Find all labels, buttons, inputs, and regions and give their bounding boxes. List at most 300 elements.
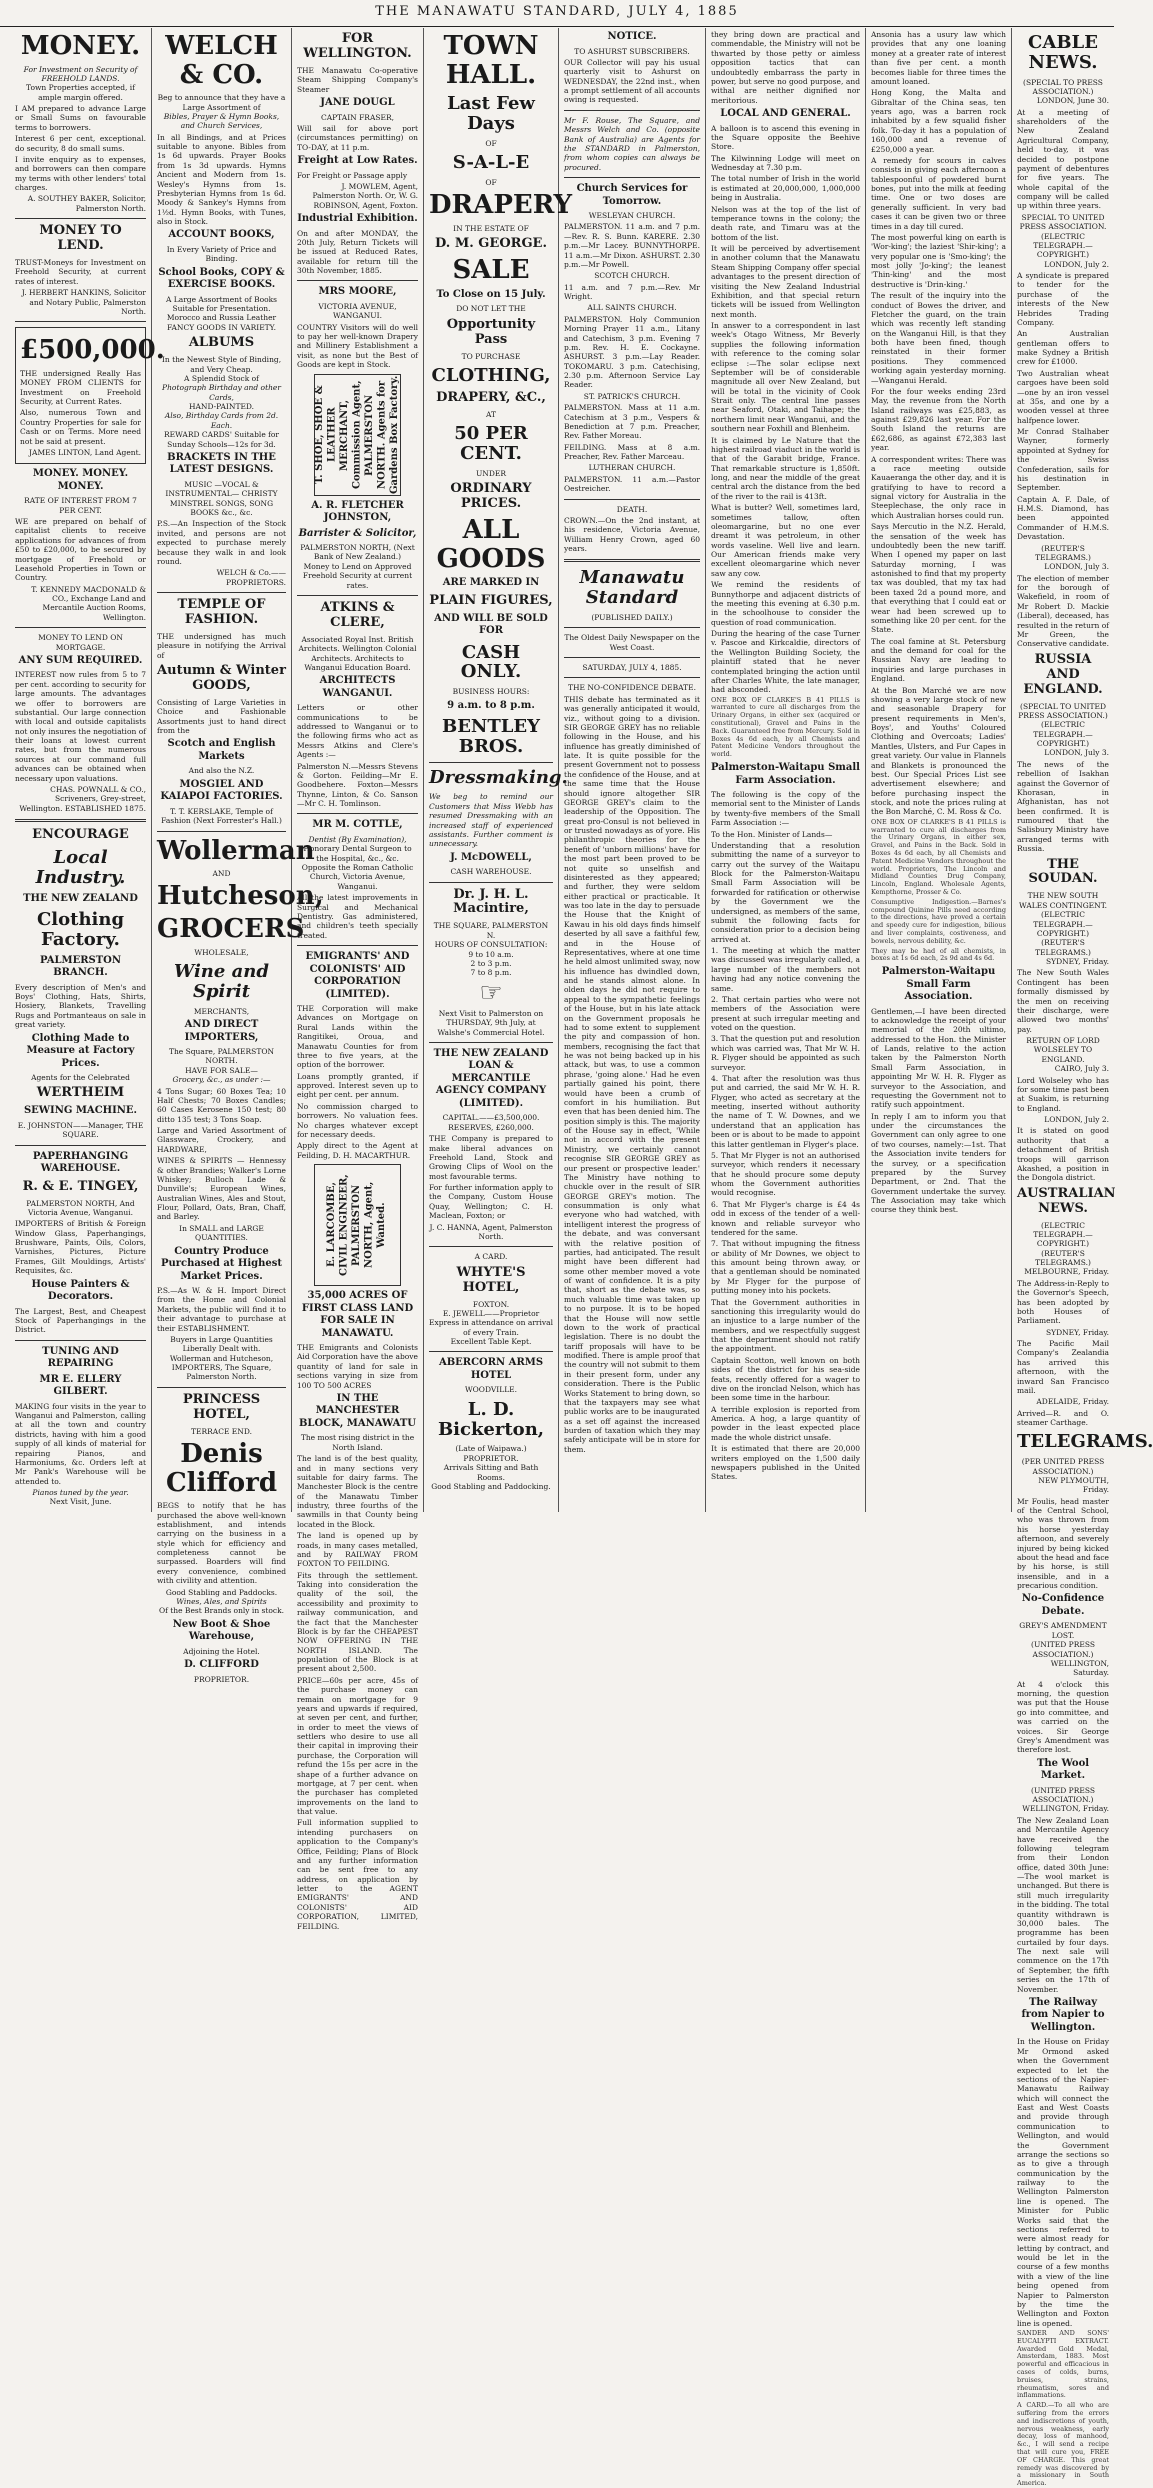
price: PRICE—60s per acre, 45s of the purchase money can remain on mortgage for 9 years and upwards if required, at seven per cent, and further, in order to meet the views of settlers who desire to use all their capital in improving their purchase, the Corporation will refund the 15s per acre in the shape of a further advance on mortgage, at 7 per cent. when the purchaser has completed improvements on the land to that value. [297,1675,418,1816]
music: MUSIC —VOCAL & INSTRUMENTAL— CHRISTY MINSTREL SONGS, SONG BOOKS &c., &c. [165,479,278,517]
elec-copyright-2: (ELECTRIC TELEGRAPH.—COPYRIGHT.) [1033,720,1093,749]
welch-proprietors: WELCH & Co.——PROPRIETORS. [216,568,286,587]
mowlem: J. MOWLEM, Agent, Palmerston North. Or, W. G. ROBINSON, Agent, Foxton. [312,181,418,210]
money-invite: I invite enquiry as to expenses, and borrowers can then compare my terms with other lenders' total charges. [15,154,146,193]
southey-signature: A. SOUTHEY BAKER, Solicitor, Palmerston North. [27,194,146,213]
lutheran: LUTHERAN CHURCH. [588,463,676,473]
jewell: E. JEWELL——Proprietor [442,1308,540,1318]
mosgiel: MOSGIEL AND KAIAPOI FACTORIES. [160,778,283,803]
noconf-debate: No-Confidence Debate. [1021,1593,1105,1617]
mercutio: Says Mercutio in the N.Z. Herald, the sensation of the week has undoubtedly been the new tariff. When I opened my paper on last Saturday morning, I was astonished to find that my property tax was doubled, that my tax had been taxed 2d a pound more, and that everything that I could eat or wear had been screwed up to something like 20 per cent. for the State. [871,522,1006,635]
memorial-reply-b: In reply I am to inform you that under the circumstances the Government can only agree to one of two courses, namely:—1st. That the Association invite tenders for the survey, or a specification prepared by the Survey Department, or 2nd. That the Government undertake the survey. The Association may take which course they think best. [871,1111,1006,1215]
larcombe-box: E. LARCOMBE, CIVIL ENGINEER, PALMERSTON NORTH, Agent, Wanted. [314,1164,401,1286]
agents-list: Palmerston N.—Messrs Stevens & Gorton. Feilding—Mr E. Goodbehere. Foxton—Messrs Thynne, Linton, & Co. Sanson—Mr C. H. Tomlinson. [297,761,418,808]
house-painters: House Painters & Decorators. [31,1278,130,1303]
under-word: UNDER [475,468,507,478]
london-june30: LONDON, June 30. [1036,96,1109,106]
woodville: WOODVILLE. [464,1385,518,1395]
jane-douglas: JANE DOUGL [320,97,395,108]
clarkes-pills-a: ONE BOX OF CLARKE'S B 41 PILLS is warranted to cure all discharges from the Urinary Organs, in either sex (acquired or constitutional), Gravel and Pains in the Back. Guaranteed free from Mercury. Sold in Boxes 4s 6d each, by all Chemists and Patent Medicine Vendors throughout the world. [711,695,860,759]
next-visit: Next Visit to Palmerston on THURSDAY, 9th July, at Walshe's Commercial Hotel. [437,1008,545,1037]
architects: ARCHITECTS WANGANUI. [319,675,396,699]
shareholders: At a meeting of shareholders of the New Zealand Agricultural Company, held to-day, it was decided to postpone payment of debentures for five years. The whole capital of the company will be called up within three years. [1017,107,1109,211]
at-word: AT [485,409,496,419]
money-subtitle: For Investment on Security of FREEHOLD LANDS. [23,64,138,83]
steam-company: THE Manawatu Co-operative Steam Shipping Company's Steamer [297,65,418,94]
temple-consisting: Consisting of Large Varieties in Choice and Fashionable Assortments just to hand direct from the [157,697,286,735]
splendid-stock: A Splendid Stock of [184,373,259,383]
corp-apply: Apply direct to the Agent at Feilding, D. H. MACARTHUR. [297,1141,418,1160]
paperhanging-heading: PAPERHANGING WAREHOUSE. [32,1150,129,1175]
fletcher-johnston: A. R. FLETCHER JOHNSTON, [311,499,404,523]
adelaide-friday: ADELAIDE, Friday. [1036,1397,1109,1407]
denis-clifford: Denis Clifford [165,1439,277,1498]
syndicate: A syndicate is prepared to tender for the purchase of the interests of the New Hebrides Trading Company. [1017,271,1109,327]
death-notice: CROWN.—On the 2nd instant, at his residence, Victoria Avenue, William Henry Crown, aged 60 years. [564,515,700,553]
tingey-heading: R. & E. TINGEY, [22,1178,139,1194]
gilbert-heading: MR E. ELLERY GILBERT. [39,1373,122,1398]
clothing-description: Every description of Men's and Boys' Clothing, Hats, Shirts, Hosiery, Blankets, Travelling Rugs and Portmanteaus on sale in great variety. [15,982,146,1030]
small-farm-heading: Palmerston-Waitapu Small Farm Association. [711,762,860,786]
manawatu-standard-title: Manawatu Standard [579,567,685,609]
sydney-friday-2: SYDNEY, Friday. [1046,1327,1109,1337]
late-waipawa: (Late of Waipawa.) [455,1444,527,1454]
best-brands: Of the Best Brands only in stock. [158,1606,285,1616]
george-heading: D. M. GEORGE. [435,236,547,252]
london-july3-b: LONDON, July 3. [1044,748,1109,758]
clifford-proprietor: PROPRIETOR. [193,1674,250,1684]
johnston-manager: E. JOHNSTON——Manager, THE SQUARE. [17,1120,144,1140]
wine-spirit: Wine and Spirit [174,961,269,1002]
full-info: Full information supplied to intending purchasers on application to the Company's Office, Feilding; Plans of Block and any further information can be sent free to any address, on application by letter to the AGENT EMIGRANTS' AND COLONISTS' AID CORPORATION, LIMITED, FEILDING. [297,1818,418,1931]
collector: OUR Collector will pay his usual quarterly visit to Ashurst on WEDNESDAY, the 22nd inst., when a prompt settlement of all accounts owing is requested. [564,57,700,105]
lutheran-times: PALMERSTON. 11 a.m.—Pastor Oestreicher. [564,474,700,494]
emig-land: THE Emigrants and Colonists Aid Corporation have the above quantity of land for sale in sections varying in size from 100 TO 500 ACRES [297,1343,418,1390]
death-heading: DEATH. [616,504,648,514]
in-estate: IN THE ESTATE OF [453,223,529,233]
conrad: Mr Conrad Stalhaber Wayner, formerly appointed at Sydney for the Swiss Confederation, sails for his destination in September. [1017,427,1109,493]
whytes-hotel: WHYTE'S HOTEL, [456,1264,526,1295]
acres-heading: 35,000 ACRES OF FIRST CLASS LAND FOR SALE IN MANAWATU. [301,1290,414,1339]
of-word-2: OF [485,177,497,187]
scotton: Captain Scotton, well known on both sides of the district for his sea-side feats, recently offered for a wager to dive on the ironclad Nelson, which has been some time in the harbour. [711,1355,860,1403]
pills-chemists: They may be had of all chemists, in boxes at 1s 6d each, 2s 9d and 4s 6d. [871,946,1006,963]
mr-cottle: MR M. COTTLE, [312,819,403,831]
money-applicants: I AM prepared to advance Large or Small Sums on favourable terms to borrowers. [15,104,146,132]
money-money-money: MONEY. MONEY. MONEY. [32,468,129,492]
wh-square: The Square, PALMERSTON NORTH. [168,1047,275,1066]
scotch-markets: Scotch and English Markets [167,738,276,762]
wesleyan: WESLEYAN CHURCH. [588,211,676,220]
church-services: Church Services for Tomorrow. [576,183,688,207]
business-hours: BUSINESS HOURS: [452,687,530,697]
no-confidence-heading: THE NO-CONFIDENCE DEBATE. [567,683,697,693]
welch-ps: P.S.—An Inspection of the Stock invited, and persons are not expected to purchase merely because they walk in and look round. [157,519,286,566]
emigrants-corp: EMIGRANTS' AND COLONISTS' AID CORPORATION (LIMITED). [305,951,410,1000]
atkins-clere: ATKINS & CLERE, [320,599,395,630]
wholesale-list: 4 Tons Sugar; 60 Boxes Tea; 10 Half Chests; 70 Boxes Candles; 60 Cases Kerosene 150 test; 80 ditto 135 test; 3 Tons Soap. [157,1086,286,1124]
writers: It is estimated that there are 20,000 writers employed on the 1,500 daily newspapers published in the United States. [711,1444,860,1482]
dress-remind: We beg to remind our Customers that Miss Webb has resumed Dressmaking with an increased staff of experienced assistants. Further comment is unnecessary. [429,792,553,849]
feilding-mass: FEILDING. Mass at 8 a.m. Preacher, Rev. Father Marceau. [564,442,700,461]
money-lend-approved: Money to Lend on Approved Freehold Security at current rates. [302,561,413,590]
melbourne-friday: MELBOURNE, Friday. [1024,1267,1109,1277]
wertheim-heading: WERTHEIM [36,1085,125,1101]
ansonia: Ansonia has a usury law which provides that any one loaning money at a greater rate of interest than five per cent. a month becomes liable for three times the amount loaned. [871,30,1006,86]
of-word: OF [485,138,497,148]
and-word: AND [212,869,231,879]
upa: (UNITED PRESS ASSOCIATION.) [1031,1640,1095,1659]
wollerman-heading: Wollerman [157,835,315,866]
rate-interest: RATE OF INTEREST FROM 7 PER CENT. [24,496,137,515]
mcdowell: J. McDOWELL, [450,851,532,863]
lord-wolseley: Lord Wolseley who has for some time past been at Suakim, is returning to England. [1017,1075,1109,1113]
money-on-mortgage: MONEY TO LEND ON MORTGAGE. [38,633,123,652]
bentley-bros: BENTLEY BROS. [441,716,540,757]
manchester-block: IN THE MANCHESTER BLOCK, MANAWATU [298,1392,416,1429]
napier-railway: The Railway from Napier to Wellington. [1021,1996,1105,2033]
item-5: 5. That Mr Flyger is not an authorised surveyor, which renders it necessary that he should procure some deputy whom the Government authorities would recognise. [711,1150,860,1198]
nz-further: For further information apply to the Company, Custom House Quay, Wellington; C. H. Maclean, Foxton; or [429,1183,553,1221]
memorial-reply-a: Gentlemen,—I have been directed to acknowledge the receipt of your memorial of the 20th ultimo, addressed to the Hon. the Minister of Lands, relative to the action taken by the Palmerston North Small Farm Association, in appointing Mr W. H. R. Flyger as surveyor to the Association, and requesting the Government not to ratify such appointment. [871,1006,1006,1110]
item-4: 4. That after the resolution was thus put and carried, the said Mr W. H. R. Flyger, who acted as secretary at the meeting, inserted without authority the name of T. W. Downes, and we understand that an application has been or is about to be made to appoint this latter gentleman in Flyger's place. [711,1073,860,1149]
money-rates: Interest 6 per cent, exceptional. do security, 8 do small sums. [15,134,146,153]
tingey-address: PALMERSTON NORTH, And Victoria Avenue, Wanganui. [26,1198,135,1217]
elec-copyright: (ELECTRIC TELEGRAPH.—COPYRIGHT.) [1033,231,1093,260]
for-freight: For Freight or Passage apply [297,170,408,180]
most-rising: The most rising district in the North Island. [300,1433,415,1452]
coal-famine: The coal famine at St. Petersburg and the demand for coal for the Russian Navy are leading to inquiries and large purchases in England. [871,636,1006,684]
do-not: DO NOT LET THE [456,304,526,314]
glassware: Large and Varied Assortment of Glassware, Crockery, and HARDWARE, [157,1126,286,1154]
hand-pointer-icon: ☞ [479,977,503,1008]
tingey-importers: IMPORTERS of British & Foreign Window Glass, Paperhangings, Brushware, Paints, Oils, Colors, Varnishes, Pictures, Picture Frames, Gilt Mouldings, Artists' Requisites, &c. [15,1219,146,1276]
abercorn: ABERCORN ARMS HOTEL [438,1357,544,1381]
interest-text: INTEREST now rules from 5 to 7 per cent. according to security for large amounts. The advantages we offer to borrowers are substantial. Our large connection with local and outside capitalists not only insures the negotiation of their loans at lowest current rates, but from the numerous sources at our command full advances can be obtained when necessary upon valuations. [15,670,146,783]
encourage-heading: ENCOURAGE [32,827,129,843]
direct-importers: AND DIRECT IMPORTERS, [184,1019,259,1043]
nz-loan: THE NEW ZEALAND LOAN & MERCANTILE AGENCY COMPANY (LIMITED). [433,1047,549,1109]
scotch-times: 11 a.m. and 7 p.m.—Rev. Mr Wright. [564,282,700,301]
last-few-days: Last Few Days [447,93,535,134]
bickerton-prop: PROPRIETOR. [463,1453,519,1463]
merchants-word: MERCHANTS, [193,1006,250,1016]
item-3: 3. That the question put and resolution which was carried was, That Mr W. H. R. Flyger should be appointed as such surveyor. [711,1034,860,1072]
grocers-heading: GROCERS [157,914,305,945]
masthead: THE MANAWATU STANDARD, JULY 4, 1885 [0,4,1114,27]
hankins-signature: J. HERBERT HANKINS, Solicitor and Notary Public, Palmerston North. [21,288,146,316]
cash-only: CASH ONLY. [460,641,522,683]
wakefield-election: The election of member for the borough of Wakefield, in room of Mr Robert D. Mackie (Liberal), deceased, has resulted in the return of Mr Green, the Conservative candidate. [1017,573,1109,649]
advert-note: It will be perceived by advertisement in another column that the Manawatu Steam Shipping Company offer special advantages to the present direction of visiting the New Zealand Industrial Exhibition, and that special return tickets will be issued from Wellington next month. [711,244,860,319]
editorial-continued: they bring down are practical and commendable, the Ministry will not be thwarted by those petty or aimless opposition tactics that can undoubtedly embarrass the party in power, but serve no good purpose, and withal are neither dignified nor meritorious. [711,30,860,105]
wh-ps: P.S.—As W. & H. Import Direct from the Home and Colonial Markets, the public will find it to their advantage to purchase at their ESTABLISHMENT. [157,1286,286,1333]
presentation-books: A Large Assortment of Books Suitable for Presentation. [165,294,278,314]
australian-offer: An Australian gentleman offers to make Sydney a British crew for £1000. [1017,329,1109,367]
column-4 [424,28,573,1512]
scours-remedy: A remedy for scours in calves consists in giving each afternoon a tablespoonful of powdered burnt bones, put into the milk at feeding time. One or two doses are generally sufficient. In very bad cases it can be given two or three times in a day till cured. [871,155,1006,231]
hand-painted: HAND-PAINTED. [188,402,255,411]
reuter-telegrams: (REUTER'S TELEGRAMS.) [1035,543,1091,562]
nelson: Nelson was at the top of the list of temperance towns in the colony; the death rate, and Timaru was at the bottom of the list. [711,204,860,242]
exhibition-monday: On and after MONDAY, the 20th July, Return Tickets will be issued at Reduced Rates, available for return till the 30th November, 1885. [297,228,418,275]
bon-marche: At the Bon Marché we are now showing a very large stock of new and seasonable Drapery for present requirements in Men's, Boys', and Youths' Coloured Clothing and Overcoats; Ladies' Mantles, Ulsters, and Fur Capes in great variety. Our value in Flannels and Blankets is pronounced the best. Our Special Prices List see advertisement elsewhere; and before purchasing inspect the stock, and note the prices ruling at the Bon Marché, C. M. Ross & Co. [871,685,1006,817]
special-upa-2: (SPECIAL TO UNITED PRESS ASSOCIATION.) [1018,701,1108,720]
government: That the Government authorities in sanctioning this irregularity would do an injustice to a large number of the members, and we respectfully suggest that the department should not ratify the appointment. [711,1297,860,1354]
will-be-sold: AND WILL BE SOLD FOR [434,612,548,637]
sewing-machine: SEWING MACHINE. [23,1105,138,1117]
st-patricks: ST. PATRICK'S CHURCH. [583,391,681,401]
agents-celebrated: Agents for the Celebrated [31,1073,130,1083]
table-kept: Excellent Table Kept. [450,1337,532,1347]
honorary: Honorary Dental Surgeon to the Hospital, &c., &c. [303,844,412,863]
notice: NOTICE. [607,31,657,42]
ashurst-subs: TO ASHURST SUBSCRIBERS. [574,46,690,56]
london-july3: LONDON, July 3. [1044,562,1109,572]
land-opened: The land is opened up by roads, in many cases metalled, and by RAILWAY FROM FOXTON TO FEILDING. [297,1531,418,1569]
fletcher-address: PALMERSTON NORTH, (Next Bank of New Zealand.) [300,543,415,562]
published-daily: (PUBLISHED DAILY.) [591,612,673,622]
wines-spirits: WINES & SPIRITS — Hennessy & other Brandies; Walker's Lorne Whiskey; Bulloch Lade & Dunville's; European Wines, Australian Wines, Ales and Stout, Flour, Pollard, Oats, Bran, Chaff, and Barley. [157,1156,286,1222]
small-large: In SMALL and LARGE QUANTITIES. [179,1223,264,1243]
elec-copyright-3: (ELECTRIC TELEGRAPH.—COPYRIGHT.) [1033,910,1093,938]
welch-heading: WELCH & CO. [165,31,278,90]
consultation: HOURS OF CONSULTATION: [434,940,548,950]
hong-kong: Hong Kong, the Malta and Gibraltar of the China seas, ten years ago, was a barren rock inhabited by a few squalid fisher folk. To-day it has a population of 160,000 and a revenue of £250,000 a year. [871,88,1006,154]
item-7: 7. That without impugning the fitness or ability of Mr Downes, we object to this amount being thrown away, or that a gentleman should be nominated by Mr Flyger for the purpose of putting money into his pockets. [711,1239,860,1296]
five-hundred-thousand: £500,000. [20,335,165,366]
special-upa: SPECIAL TO UNITED PRESS ASSOCIATION. [1019,212,1107,232]
wh-importers: Wollerman and Hutcheson, IMPORTERS, The Square, Palmerston North. [169,1353,274,1382]
adjoining: Adjoining the Hotel. [183,1646,260,1656]
sale2: SALE [452,255,530,286]
fifty-percent: 50 PER CENT. [454,423,528,464]
mrs-moore: MRS MOORE, [318,286,397,298]
column-6 [706,28,866,1512]
bickerton: L. D. Bickerton, [437,1398,545,1440]
cairo-july3: CAIRO, July 3. [1054,1064,1109,1074]
foulis: Mr Foulis, head master of the Central School, who was thrown from his horse yesterday afternoon, and severely injured by being kicked about the head and face by his horse, is still insensible, and in a precarious condition. [1017,1496,1109,1591]
consult-t3: 7 to 8 p.m. [470,968,512,978]
special-press: (SPECIAL TO PRESS ASSOCIATION.) [1023,77,1103,96]
for-wellington: FOR WELLINGTON. [303,31,412,61]
upa-2: (UNITED PRESS ASSOCIATION.) [1031,1785,1095,1805]
london-july2-b: LONDON, July 2. [1044,1115,1109,1125]
undersigned-money: THE undersigned Really Has MONEY FROM CLIENTS for Investment on Freehold Security, at Current Rates. [20,368,141,407]
quinine-pills: Consumptive Indigestion.—Barnes's compound Quinine Pills need according to the directions, have proved a certain and speedy cure for indigestion, bilious and liver complaints, costiveness, and bowels, nervous debility, &c. [871,897,1006,945]
industrial-exhibition: Industrial Exhibition. [297,213,418,224]
irish: The total number of Irish in the world is estimated at 20,000,000, 1,000,000 being in Australia. [711,174,860,203]
sander-eucalypti: SANDER AND SONS' EUCALYPTI EXTRACT. Awarded Gold Medal, Amsterdam, 1883. Most powerful and efficacious in cases of colds, burns, bruises, strains, rheumatism, sores and inflammations. [1017,2329,1109,2400]
nsw-contingent: THE NEW SOUTH WALES CONTINGENT. [1018,891,1108,910]
account-books: ACCOUNT BOOKS, [168,229,275,241]
greys-amendment: GREY'S AMENDMENT LOST. [1019,1621,1107,1640]
pownall-signature: CHAS. POWNALL & CO., Scriveners, Grey-street, Wellington. ESTABLISHED 1875. [19,784,146,813]
akashed: It is stated on good authority that a detachment of British troops will garrison Akashed, a position in the Dongola district. [1017,1126,1109,1183]
column-7 [866,28,1012,1512]
building-society: During the hearing of the case Turner v. Pascoe and Kirkcaldie, directors of the Wellington Building Society, the plaintiff stated that he never contemplated bringing the action until after Charles White, the late manager, had absconded. [711,629,860,695]
king-joke: The most powerful king on earth is 'Wor-king'; the laziest 'Shir-king'; a very popular one is 'Smo-king'; the most jolly 'Jo-king'; the leanest 'Thin-king' and the most destructive is 'Drin-king.' [871,232,1006,289]
australian-news: AUSTRALIAN NEWS. [1017,1185,1116,1216]
country-visitors: COUNTRY Visitors will do well to pay her well-known Drapery and Millinery Establishment a visit, as none but the Best of Goods are kept in Stock. [297,322,418,370]
next-visit-june: Next Visit, June. [49,1497,112,1507]
elec-copyright-4: (ELECTRIC TELEGRAPH.—COPYRIGHT.) [1033,1220,1093,1249]
london-july2: LONDON, July 2. [1044,259,1109,269]
tingey-largest: The Largest, Best, and Cheapest Stock of Paperhangings in the District. [15,1306,146,1335]
made-to-measure: Clothing Made to Measure at Factory Prices. [26,1032,135,1069]
explosion: A terrible explosion is reported from America. A hog, a large quantity of powder in the least expected place made the whole district unsafe. [711,1404,860,1442]
patrick-times: PALMERSTON. Mass at 11 a.m. Catechism at 3 p.m., Vespers & Benediction at 7 p.m. Preacher, Rev. Father Moreau. [564,403,700,441]
butter: What is butter? Well, sometimes lard, sometimes tallow, often oleomargarine, but no one ever dreamt it was petroleum, in other words vaseline. Well live and learn. Our American friends make very excellent oleomargarine which never saw any cow. [711,503,860,578]
clifford-begs: BEGS to notify that he has purchased the above well-known establishment, and intends carrying on the business in a style which for efficiency and completeness cannot be surpassed. Boarders will find every convenience, combined with civility and attention. [157,1501,286,1586]
clarkes-pills-b: ONE BOX OF CLARKE'S B 41 PILLS is warranted to cure all discharges from the Urinary Organs, in either sex, Gravel, and Pains in the Back. Sold in Boxes 4s 6d each, by all Chemists and Patent Medicine Vendors throughout the world. Proprietors, The Lincoln and Midland Counties Drug Company, Lincoln, England. Wholesale Agents, Kempthorne, Prosser & Co. [871,817,1006,896]
local-general: LOCAL AND GENERAL. [720,108,851,119]
foxton: FOXTON. [472,1299,510,1309]
the-soudan: THE SOUDAN. [1028,856,1098,887]
autumn-winter: Autumn & Winter GOODS, [157,663,286,693]
barrister: Barrister & Solicitor, [298,527,417,539]
stabling: Good Stabling and Paddocks. [165,1587,278,1597]
to-close: To Close on 15 July. [436,288,546,300]
opportunity: Opportunity Pass [446,316,536,347]
money-to-lend-heading: MONEY TO LEND. [39,223,122,254]
balloon: A balloon is to ascend this evening in the Square opposite the Beehive Store. [711,123,860,152]
column-3 [292,28,424,1931]
wool-market: The Wool Market. [1036,1757,1090,1782]
palmerston-branch: PALMERSTON BRANCH. [39,954,122,979]
also-properties: Also, numerous Town and Country Properties for sale for Cash or on Terms. More need not be said at present. [20,408,141,446]
hutcheson-heading: Hutcheson, [157,881,324,912]
allsaints-times: PALMERSTON. Holy Communion Morning Prayer 11 a.m., Litany and Catechism, 3 p.m. Evening 7 p.m. Rev. H. E. Cockayne. ASHURST. 3 p.m.—Lay Reader. TOKOMARU. 3 p.m. Catechising, 2.30 p.m. Afternoon Service Lay Reader. [564,314,700,390]
wellington-saturday: WELLINGTON, Saturday. [1050,1658,1109,1678]
plain-figures: PLAIN FIGURES, [429,592,553,608]
welch-beg: Beg to announce that they have a Large Assortment of [157,93,286,112]
small-farm-heading-2: Palmerston-Waitapu Small Farm Association. [881,966,996,1003]
will-sail: Will sail for above port (circumstances permitting) on TO-DAY, at 11 p.m. [297,123,418,152]
drapery-etc: DRAPERY, &C., [436,389,546,405]
nz-capital: CAPITAL.——£3,500,000. [442,1113,540,1123]
wellington-friday: WELLINGTON, Friday. [1022,1804,1109,1814]
albums-heading: ALBUMS [188,335,255,351]
editorial-body: THIS debate has terminated as it was generally anticipated it would, viz., without going to a division. SIR GEORGE GREY has no reliable following in the House, and his influence has greatly diminished of late. It is quite possible for the present Government not to possess the confidence of the House, and at the same time that the House should ignore altogether SIR GEORGE GREY's claim to the leadership of the Opposition. The great pro-Consul is not believed in or trusted nowadays as of yore. His philanthropic theories for the benefit of 'unborn millions' have for the most part been proved to be not quite so unselfish and disinterested as they appeared; and further, they were seldom either practical or practicable. It was too late in the day to persuade the House that the Knight of Kawau in his old days finds himself deserted by all save a faithful few, and in the House of Representatives, where at one time he held almost unlimited sway, now his influence has dwindled down, and he stands almost alone. In olden days he did not require to appeal to the sympathetic feelings of the House, but in his late attack on the Government proposals he had to some extent to supplement the pity and compassion of hon. members, recognising the fact that he was not being backed up in his attack, but was, to use a common phrase, 'going alone.' Had he even partially gained his point, there would have been a crumb of comfort in his humiliation. But even that has been denied him. The position simply is this. The majority of the House say in effect, 'While not in accord with the present Ministry, we certainly cannot recognise SIR GEORGE GREY as our present or prospective leader.' The Ministry have nothing to chuckle over in the result of SIR GEORGE GREY's motion. The consummation is only what everyone who had watched, with intelligent interest the progress of the debate, and was conversant with the relative position of parties, had anticipated. The result might have been different had some other member moved a vote of want of confidence. It is a pity that, short as the debate was, so much valuable time was taken up to no purpose. It is to be hoped that the House will now settle down to the work of practical legislation. There is no doubt the tariff proposals will have to be modified. There is ample proof that the country will not submit to them in their present form, under any consideration. There is the Public Works Statement to bring down, so that the taxpayers may see what public works are to be inaugurated as a set off against the increased burden of taxation which they may safely anticipate will be in store for them. [564,694,701,1454]
column-1 [10,28,165,1512]
gilbert-making: MAKING four visits in the year to Wanganui and Palmerston, calling at all the town and country districts, having with him a good supply of all kinds of material for repairing Pianos, and Harmoniums, &c. Orders left at Mr Pank's Warehouse will be attended to. [15,1401,146,1486]
reuter-telegrams-2: (REUTER'S TELEGRAMS.) [1035,938,1091,957]
princess-hotel: PRINCESS HOTEL, [182,1391,261,1422]
to-purchase: TO PURCHASE [461,351,521,361]
clothing-factory: Clothing Factory. [36,909,125,950]
consult-t1: 9 to 10 a.m. [468,949,514,959]
temple-notifying: THE undersigned has much pleasure in notifying the Arrival of [157,631,286,660]
also-nz: And also the N.Z. [188,766,255,776]
cash-warehouse: CASH WAREHOUSE. [450,867,532,877]
dentist: Dentist (By Examination), [308,834,407,844]
associated: Associated Royal Inst. British Architects. Wellington Colonial Architects. Architects to Wanganui Education Board. [298,634,417,672]
kerslake: T. T. KERSLAKE, Temple of Fashion (Next Forrester's Hall.) [161,806,282,826]
column-2 [152,28,324,1684]
express: Express in attendance on arrival of every Train. [429,1318,553,1337]
reward-cards: REWARD CARDS' Suitable for Sunday Schools—12s for 3d. [163,430,280,449]
memorial-following: The following is the copy of the memorial sent to the Minister of Lands by twenty-five members of the Small Farm Association :— [711,790,860,828]
contingent-dismissed: The New South Wales Contingent has been formally dismissed by the men on receiving their discharge, were allowed two months' pay. [1017,968,1109,1034]
country-produce: Country Produce Purchased at Highest Market Prices. [160,1245,283,1282]
bunnythorpe: We remind the residents of Bunnythorpe and adjacent districts of the meeting this evening at 6.30 p.m. in the schoolhouse to consider the question of road communication. [711,580,860,627]
albums-newest: In the Newest Style of Binding, and Very Cheap. [161,355,282,374]
ordinary-prices: ORDINARY PRICES. [450,481,532,511]
to-minister: To the Hon. Minister of Lands— [711,829,833,839]
buyers: Buyers in Large Quantities Liberally Dealt with. [170,1334,273,1354]
address-reply: The Address-in-Reply to the Governor's Speech, has been adopted by both Houses of Parliament. [1017,1278,1109,1326]
understanding: Understanding that a resolution submitting the name of a surveyor to carry out the survey of the Waitapu Block for the Palmerston-Waitapu Small Farm Association will be forwarded for ratification or otherwise by the Government we the undersigned, as members of the same, submit the following facts for consideration prior to a decision being arrived at. [711,840,860,944]
dressmaking: Dressmaking. [429,766,568,788]
a-card: A CARD. [474,1252,508,1262]
new-plymouth: NEW PLYMOUTH, Friday. [1038,1475,1109,1495]
any-sum: ANY SUM REQUIRED. [18,654,143,666]
corp-advances: THE Corporation will make Advances on Mortgage on Rural Lands within the Rangitikei, Oroua, and Manawatu Counties for from three to five years, at the option of the borrower. [297,1004,418,1070]
improvements: All the latest improvements in Surgical and Mechanical Dentistry. Gas administered, and children's teeth specially treated. [297,893,418,940]
photo-cards: Photograph Birthday and other Cards, [162,383,281,402]
good-stabling: Good Stabling and Paddocking. [431,1481,551,1491]
oldest-daily: The Oldest Daily Newspaper on the West Coast. [564,633,700,652]
morocco-goods: Morocco and Russia Leather FANCY GOODS IN VARIETY. [166,313,277,332]
issue-date: SATURDAY, JULY 4, 1885. [582,663,682,673]
terrace-end: TERRACE END. [191,1426,252,1436]
eclipse: In answer to a correspondent in last week's Otago Witness, Mr Beverly supplies the following information with reference to the coming solar eclipse :—The solar eclipse next September will be of considerable magnitude all over New Zealand, but will be total in the vicinity of Cook Strait only. The central line passes near Seaford, Otaki, and Taihape; the northern limit near Wanganui, and the southern near Foxhill and Blenheim. [711,321,860,434]
local-industry: Local Industry. [35,847,126,888]
moore-address: VICTORIA AVENUE, WANGANUI. [318,301,397,321]
telegrams: TELEGRAMS. [1017,1431,1153,1453]
clothing: CLOTHING, [431,364,551,386]
corp-loans: Loans promptly granted, if approved. Interest seven up to eight per cent. per annum. [297,1071,418,1100]
opposite: Opposite the Roman Catholic Church, Victoria Avenue, Wanganui. [301,863,414,891]
nz-loan-wool: The New Zealand Loan and Mercantile Agency have received the following telegram from their London office, dated 30th June:—The wool market is unchanged. But there is still much irregularity in the bidding. The total quantity withdrawn is 30,000 bales. The programme has been curtailed by four days. The next sale will commence on the 17th of September, the fifth series on the 17th of November. [1017,1815,1109,1994]
welch-bindings: In all Bindings, and at Prices suitable to anyone. Bibles from 1s 6d upwards. Prayer Books from 1s 3d upwards. Hymns Ancient and Modern from 1s. Wesley's Hymns from 1s. Presbyterian Hymns from 1s 6d. Moody & Sankey's Hymns from 1½d. Hymn Books, with Tunes, also in Stock. [157,132,286,227]
have-for-sale: HAVE FOR SALE— [185,1065,258,1075]
grocery-under: Grocery, &c., as under :— [172,1075,271,1085]
all-saints: ALL SAINTS CHURCH. [587,303,677,313]
scotch-church: SCOTCH CHURCH. [594,271,670,281]
arrivals: Arrivals Sitting and Bath Rooms. [443,1463,539,1482]
carthage: Arrived—R. and O. steamer Carthage. [1017,1408,1109,1428]
a-card-youth: A CARD.—To all who are suffering from the errors and indiscretions of youth, nervous weakness, early decay, loss of manhood, &c., I will send a recipe that will cure you, FREE OF CHARGE. This great remedy was discovered by a missionary in South America. [1017,2401,1109,2488]
fits: Fits through the settlement. Taking into consideration the quality of the soil, the accessibility and proximity to railway communication, and the fact that the Manchester Block is by far the CHEAPEST NOW OFFERING IN THE NORTH ISLAND. The population of the Block is at present about 2,500. [297,1570,418,1674]
new-boot: New Boot & Shoe Warehouse, [172,1618,271,1643]
money-headline: MONEY. [20,31,141,61]
tuning-repairing: TUNING AND REPAIRING [42,1345,119,1370]
shoe-merchant-box: T. SHOE, SHOE & LEATHER MERCHANT, Commission Agent, PALMERSTON NORTH. Agents for Gardens Box Factory. [313,375,400,494]
rouse-agents: Mr F. Rouse, The Square, and Messrs Welch and Co. (opposite Bank of Australia) are Agents for the STANDARD in Palmerston, from whom copies can always be procured. [564,115,700,172]
nz-reserves: RESERVES, £260,000. [448,1122,534,1132]
macdonald-signature: T. KENNEDY MACDONALD & CO., Exchange Land and Mercantile Auction Rooms, Wellington. [31,584,146,622]
letters: Letters or other communications to be addressed to Wanganui or to the following firms who act as Messrs Atkins and Clere's Agents :— [297,703,418,760]
trust-moneys: TRUST-Moneys for Investment on Freehold Security, at current rates of interest. [15,258,146,286]
captain-fraser: CAPTAIN FRASER, [320,112,395,122]
freight-low: Freight at Low Rates. [297,155,418,166]
town-hall: TOWN HALL. [443,31,539,90]
wheat-cargoes: Two Australian wheat cargoes have been sold—one by an iron vessel at 35s, and one by a wooden vessel at three halfpence lower. [1017,368,1109,425]
zealandia: The Pacific Mail Company's Zealandia has arrived this afternoon, with the inward San Francisco mail. [1017,1339,1109,1395]
hours-times: 9 a.m. to 8 p.m. [447,699,535,711]
reuter-telegrams-3: (REUTER'S TELEGRAMS.) [1035,1248,1091,1268]
welch-bibles: Bibles, Prayer & Hymn Books, and Church Services, [163,111,280,131]
birthday-cards: Also, Birthday Cards from 2d. Each. [164,411,279,430]
four-oclock: At 4 o'clock this morning, the question was put that the House go into committee, and was carried on the voices. Sir George Grey's Amendment was therefore lost. [1017,1679,1109,1755]
bowes-inquiry: The result of the inquiry into the conduct of Bowes the driver, and Fletcher the guard, on the train which was recently left standing on the Wanganui Hill, is that they both have been fined, though reinstated in their former positions. They commenced working again yesterday morning.—Wanganui Herald. [871,291,1006,385]
viaduct: It is claimed by Le Nature that the highest railroad viaduct in the world is that of the Garabit bridge, France. That remarkable structure is 1,850ft. long, and near the middle of the great central arch the distance from the bed of the river to the rail is 413ft. [711,435,860,501]
item-2: 2. That certain parties who were not members of the Association were present at such irregular meeting and voted on the question. [711,994,860,1032]
railway-revenue: For the four weeks ending 23rd May, the revenue from the North Island railways was £25,883, as against £29,826 last year. For the South Island the returns are £62,686, as against £72,383 last year. [871,386,1006,453]
temple-fashion-heading: TEMPLE OF FASHION. [177,597,266,627]
